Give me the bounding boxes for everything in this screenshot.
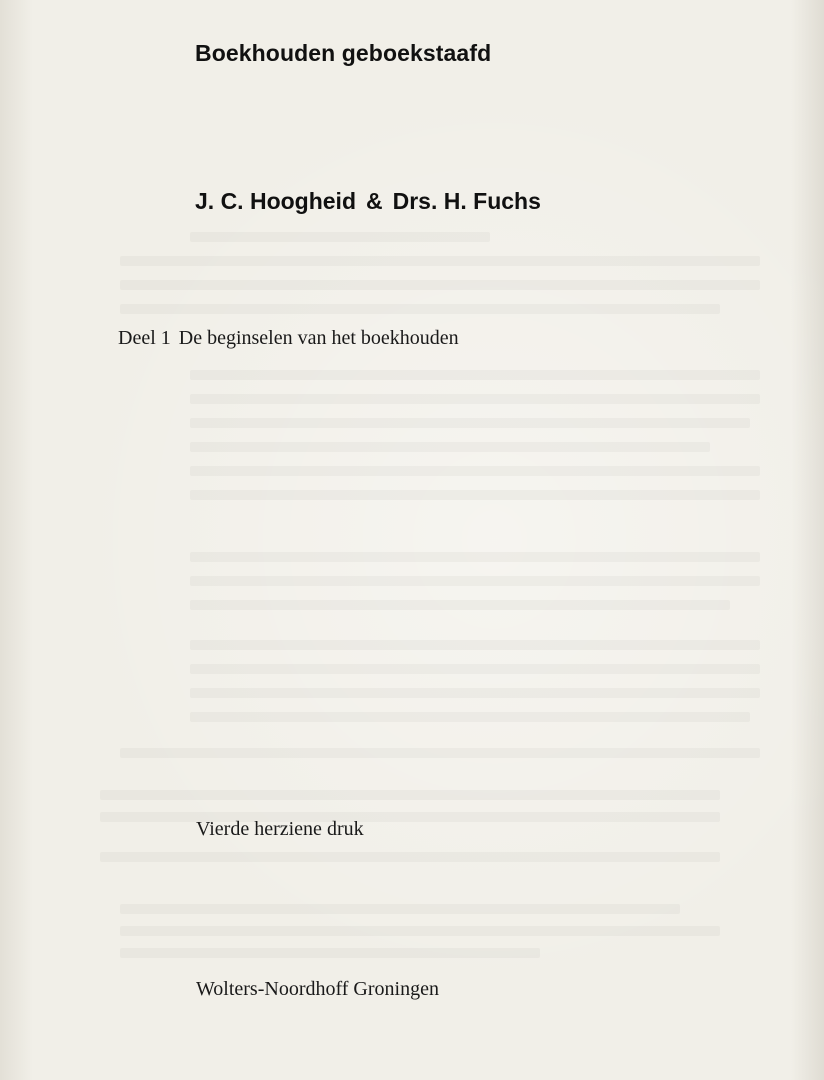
part-number: Deel 1 (118, 327, 171, 349)
author-separator: & (366, 188, 383, 214)
part-title: De beginselen van het boekhouden (178, 327, 459, 349)
publisher-imprint: Wolters-Noordhoff Groningen (196, 978, 439, 1000)
edition-note: Vierde herziene druk (196, 818, 364, 840)
authors-line (195, 188, 541, 215)
book-title: Boekhouden geboekstaafd (195, 40, 492, 66)
author-name: Drs. H. Fuchs (392, 188, 541, 214)
author-name: J. C. Hoogheid (195, 188, 356, 214)
part-line (118, 327, 459, 350)
